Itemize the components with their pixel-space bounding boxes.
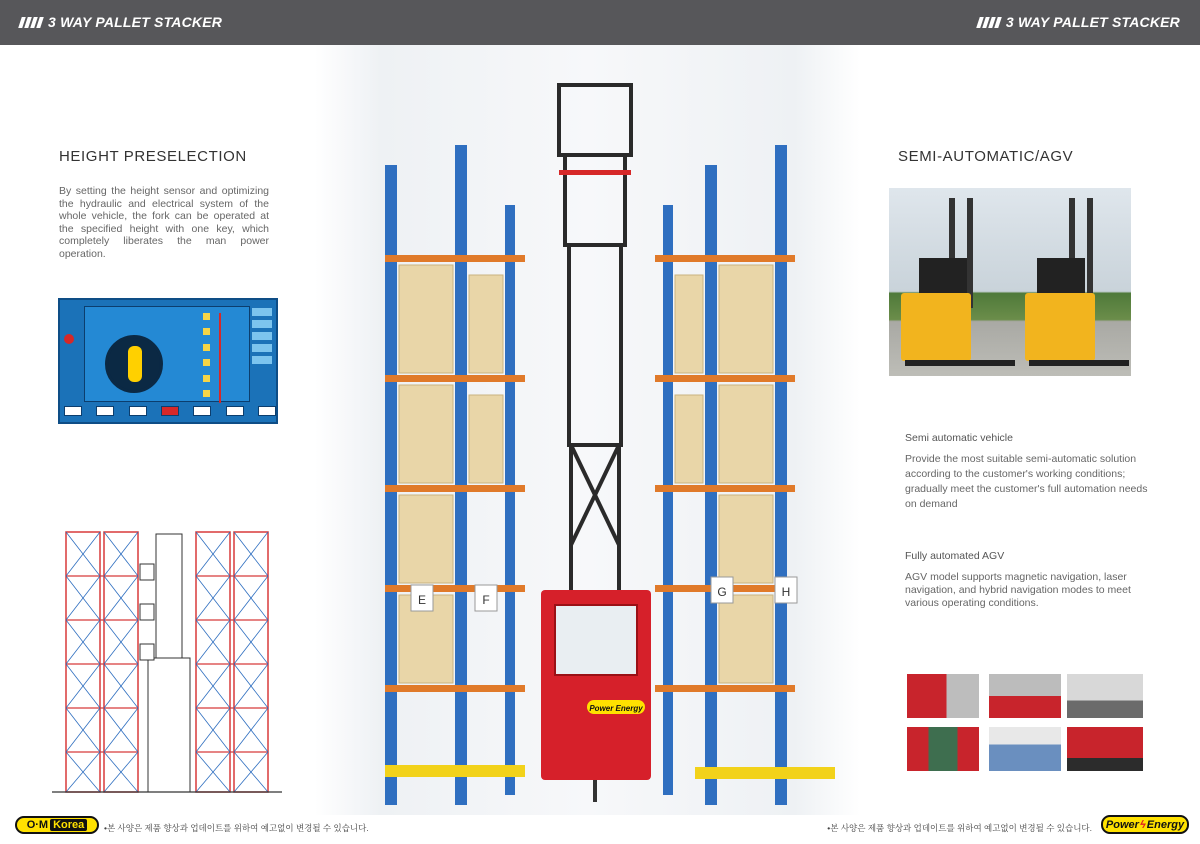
hero-warehouse-image xyxy=(315,45,860,815)
header-title-left-text: 3 WAY PALLET STACKER xyxy=(48,14,223,30)
header-title-right xyxy=(978,14,1180,30)
header-title-left xyxy=(20,14,222,30)
detail-thumbnail-5 xyxy=(989,727,1061,771)
detail-thumbnail-2 xyxy=(989,674,1061,718)
header-title-right-text: 3 WAY PALLET STACKER xyxy=(1005,14,1180,30)
hero-illustration xyxy=(315,45,860,815)
truck-brand-label: Power Energy xyxy=(589,704,643,713)
rack-label-f: F xyxy=(482,593,490,607)
stacker-photo-left xyxy=(901,198,1015,366)
detail-thumbnail-3 xyxy=(1067,674,1143,718)
power-energy-logo-part2: Energy xyxy=(1146,818,1185,831)
detail-thumbnail-1 xyxy=(907,674,979,718)
om-korea-logo-part2: Korea xyxy=(50,819,87,831)
control-panel-graphic xyxy=(58,298,278,424)
control-panel-screen xyxy=(84,306,250,402)
panel-function-keys xyxy=(64,406,276,418)
rack-label-e: E xyxy=(417,593,427,607)
detail-thumbnail-grid xyxy=(907,674,1143,771)
om-korea-logo xyxy=(15,816,99,834)
height-preselection-title: HEIGHT PRESELECTION xyxy=(59,148,247,165)
mast-red-bar xyxy=(559,170,631,175)
height-dial-icon xyxy=(105,335,163,393)
left-rack xyxy=(385,145,525,805)
semi-automatic-description: Provide the most suitable semi-automatic solution according to the customer's working conditions; gradually meet the customer's full automation needs on demand xyxy=(905,453,1148,510)
footer-notice-right: •본 사양은 제품 향상과 업데이트를 위하여 예고없이 변경될 수 있습니다. xyxy=(827,823,1092,833)
om-korea-logo-part1: O·M xyxy=(26,819,49,831)
height-preselection-description: By setting the height sensor and optimizing the hydraulic and electrical system of the whole vehicle, the fork can be operated at the specified height with one key, which completely liberates the man power operation. xyxy=(59,185,269,260)
height-level-indicators xyxy=(203,313,209,397)
panel-side-buttons xyxy=(252,308,272,388)
semi-auto-stacker-photo xyxy=(889,188,1131,376)
stacker-mast xyxy=(559,85,631,595)
power-energy-logo-part1: Power xyxy=(1105,818,1139,831)
height-marker-line xyxy=(219,313,221,403)
header-bars-icon xyxy=(20,17,42,28)
agv-description: AGV model supports magnetic navigation, laser navigation, and hybrid navigation modes to meet various operating conditions. xyxy=(905,571,1131,609)
rack-elevation-drawing xyxy=(52,524,282,794)
right-rack xyxy=(655,145,835,805)
agv-heading: Fully automated AGV xyxy=(905,550,1005,562)
emergency-stop-icon xyxy=(64,334,74,344)
power-energy-logo xyxy=(1101,815,1189,834)
rack-label-g: G xyxy=(717,585,727,599)
detail-thumbnail-4 xyxy=(907,727,979,771)
detail-thumbnail-6 xyxy=(1067,727,1143,771)
header-bars-icon xyxy=(978,17,1000,28)
semi-automatic-heading: Semi automatic vehicle xyxy=(905,432,1013,444)
lightning-bolt-icon: ϟ xyxy=(1139,818,1146,831)
semi-auto-agv-title: SEMI-AUTOMATIC/AGV xyxy=(898,148,1074,165)
stacker-photo-right xyxy=(1025,198,1129,366)
stacker-truck xyxy=(541,590,651,802)
rack-label-h: H xyxy=(781,585,791,599)
footer-notice-left: •본 사양은 제품 향상과 업데이트를 위하여 예고없이 변경될 수 있습니다. xyxy=(104,823,369,833)
